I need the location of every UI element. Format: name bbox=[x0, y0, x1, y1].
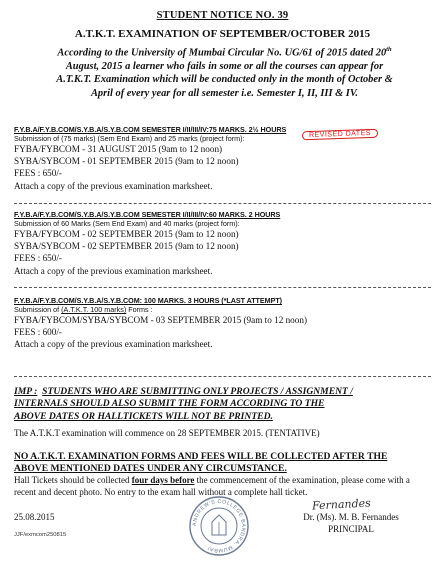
section-line: FYBA/FYBCOM - 02 SEPTEMBER 2015 (9am to 12 noon) bbox=[14, 229, 239, 239]
intro-line-3: A.T.K.T. Examination which will be conducted only in the month of October & bbox=[56, 74, 393, 86]
section-submission bbox=[14, 305, 435, 314]
intro-line-4: April of every year for all semester i.e. Semester I, II, III & IV. bbox=[90, 87, 359, 99]
section-submission: Submission of 60 Marks (Sem End Exam) and 40 marks (project form): bbox=[14, 219, 240, 228]
section-line: Attach a copy of the previous examination marksheet. bbox=[14, 180, 213, 191]
section-line: FEES : 650/- bbox=[14, 253, 62, 264]
intro-superscript: th bbox=[386, 46, 392, 53]
hall-ticket-post: the commencement of the examination, please come with a recent and decent photo. No entry to the exam hall without a complete hall ticket. bbox=[14, 475, 410, 498]
section-line: SYBA/SYBCOM - 02 SEPTEMBER 2015 (9am to 12 noon) bbox=[14, 241, 239, 252]
notice-number: STUDENT NOTICE NO. 39 bbox=[156, 10, 289, 21]
imp-label: IMP : bbox=[14, 386, 38, 397]
submission-suffix: Forms : bbox=[128, 305, 153, 314]
reference-code: JJF/exmcom250815 bbox=[14, 532, 67, 538]
section-heading: F.Y.B.A/F.Y.B.COM/S.Y.B.A/S.Y.B.COM SEMESTER I/II/III/IV:75 MARKS. 2½ HOURS bbox=[14, 125, 287, 134]
signatory-name: Dr. (Ms). M. B. Fernandes bbox=[303, 512, 399, 522]
intro-line-2: August, 2015 a learner who fails in some or all the courses can appear for bbox=[65, 60, 384, 72]
revised-dates-annotation: REVISED DATES bbox=[302, 129, 378, 141]
no-forms-warning bbox=[14, 451, 431, 474]
principal-signature: Fernandes bbox=[311, 496, 372, 513]
section-line: Attach a copy of the previous examination marksheet. bbox=[14, 265, 213, 276]
seal-text: ANDREW'S COLLEGE BANDRA, MUMBAI bbox=[191, 498, 247, 554]
signatory-title: PRINCIPAL bbox=[328, 523, 374, 534]
submission-underlined: (A.T.K.T. 100 marks) bbox=[61, 305, 127, 314]
submission-text: Submission of (75 marks) (Sem End Exam) and 25 marks (project form): bbox=[14, 134, 245, 143]
section-divider bbox=[14, 376, 431, 377]
no-forms-line-1: NO A.T.K.T. EXAMINATION FORMS AND FEES WILL BE COLLECTED AFTER THE bbox=[14, 451, 388, 462]
section-line: FEES : 650/- bbox=[14, 168, 62, 179]
submission-prefix: Submission of bbox=[14, 305, 60, 314]
hall-ticket-pre: Hall Tickets should be collected bbox=[14, 475, 130, 485]
section-heading: F.Y.B.A/F.Y.B.COM/S.Y.B.A/S.Y.B.COM SEMESTER I/II/III/IV:60 MARKS. 2 HOURS bbox=[14, 210, 281, 219]
section-line: FEES : 600/- bbox=[14, 327, 62, 338]
section-line: FYBA/FYBCOM - 31 AUGUST 2015 (9am to 12 noon) bbox=[14, 144, 223, 154]
section-heading: F.Y.B.A/F.Y.B.COM/S.Y.B.A/S.Y.B.COM: 100 MARKS. 3 HOURS (*LAST ATTEMPT) bbox=[14, 296, 282, 305]
section-divider bbox=[14, 287, 431, 288]
commencement-note: The A.T.K.T examination will commence on 28 SEPTEMBER 2015. (TENTATIVE) bbox=[14, 428, 320, 438]
imp-line-1: STUDENTS WHO ARE SUBMITTING ONLY PROJECTS / ASSIGNMENT / bbox=[42, 386, 353, 397]
exam-title: A.T.K.T. EXAMINATION OF SEPTEMBER/OCTOBER 2015 bbox=[74, 28, 371, 40]
important-note bbox=[14, 386, 431, 423]
section-divider bbox=[14, 203, 431, 204]
no-forms-line-2: ABOVE MENTIONED DATES UNDER ANY CIRCUMSTANCE. bbox=[14, 462, 287, 474]
section-line: FYBA/FYBCOM/SYBA/SYBCOM - 03 SEPTEMBER 2015 (9am to 12 noon) bbox=[14, 315, 308, 325]
section-line: SYBA/SYBCOM - 01 SEPTEMBER 2015 (9am to 12 noon) bbox=[14, 156, 239, 167]
section-100-marks bbox=[14, 296, 435, 351]
imp-line-2: INTERNALS SHOULD ALSO SUBMIT THE FORM ACCORDING TO THE bbox=[14, 398, 325, 410]
imp-line-3: ABOVE DATES OR HALLTICKETS WILL NOT BE PRINTED. bbox=[14, 410, 273, 422]
college-seal-icon bbox=[188, 495, 250, 557]
notice-date: 25.08.2015 bbox=[14, 512, 55, 522]
section-line: Attach a copy of the previous examination marksheet. bbox=[14, 339, 213, 350]
section-75-marks bbox=[14, 125, 435, 192]
section-60-marks bbox=[14, 210, 435, 277]
intro-line-1: According to the University of Mumbai Circular No. UG/61 of 2015 dated 20 bbox=[57, 47, 387, 59]
hall-ticket-emphasis: four days before bbox=[131, 475, 195, 485]
intro-paragraph bbox=[18, 43, 431, 100]
signatory-block bbox=[281, 512, 421, 535]
